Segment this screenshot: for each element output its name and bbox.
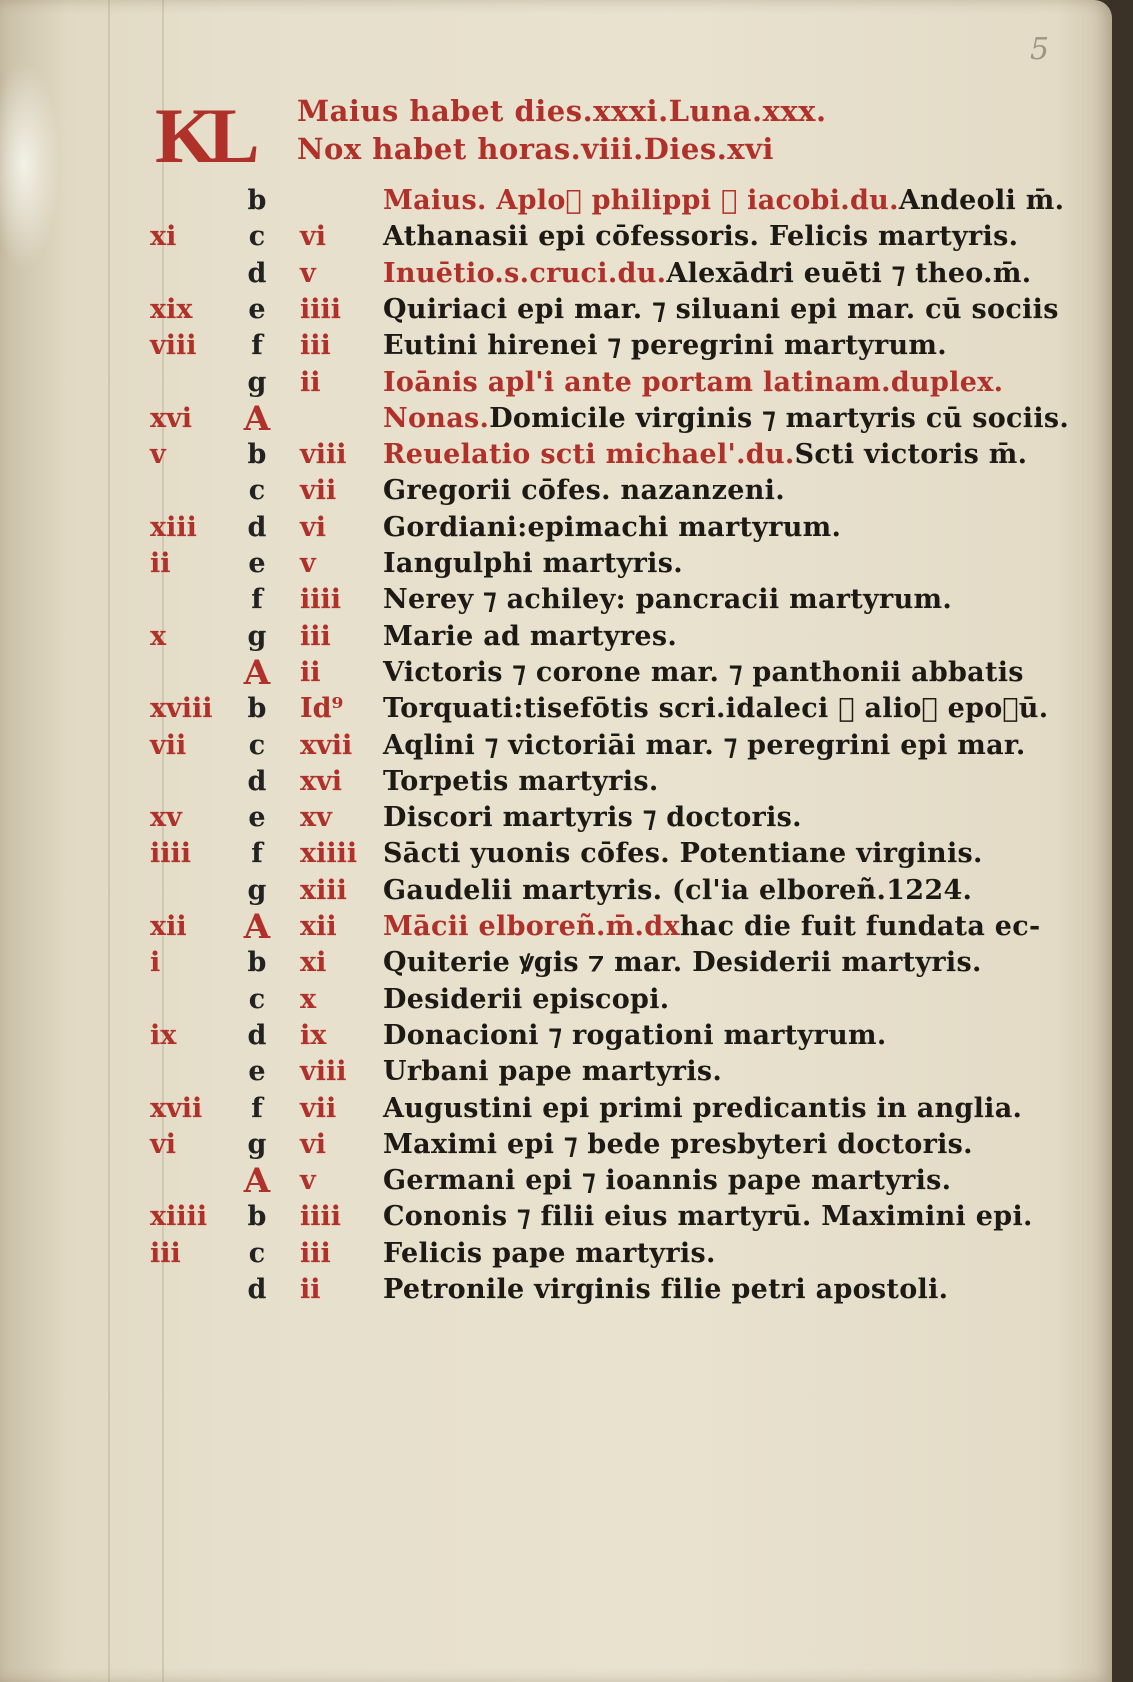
calendar-row — [0, 183, 1112, 219]
roman-day: v — [300, 548, 316, 579]
feast-text-black: Victoris ⁊ corone mar. ⁊ panthonii abbatis — [383, 656, 1024, 688]
roman-day: ii — [300, 656, 321, 688]
feast-text-black: Domicile virginis ⁊ martyris cū sociis. — [489, 402, 1070, 434]
roman-day: viii — [300, 1056, 347, 1088]
dominical-letter: b — [247, 439, 267, 471]
feast-text — [383, 473, 1063, 509]
feast-text — [383, 909, 1063, 945]
feast-text-black: Quiriaci epi mar. ⁊ siluani epi mar. cū sociis — [383, 293, 1059, 325]
calendar-row — [0, 800, 1112, 836]
dominical-letter: g — [247, 874, 267, 906]
calendar-row — [0, 510, 1112, 546]
dominical-letter: b — [247, 185, 267, 216]
feast-text — [383, 510, 1063, 546]
feast-text — [383, 982, 1063, 1018]
feast-text — [383, 619, 1063, 655]
roman-day: iiii — [300, 1201, 342, 1233]
calendar-row — [0, 764, 1112, 800]
roman-day: iiii — [300, 293, 342, 325]
calendar-row — [0, 1091, 1112, 1127]
feast-text — [383, 292, 1063, 328]
dominical-letter: d — [247, 1274, 267, 1305]
calendar-row — [0, 437, 1112, 473]
golden-number: xvi — [150, 402, 193, 434]
golden-number: v — [150, 439, 166, 471]
roman-day: vii — [300, 1092, 337, 1124]
feast-text-black: Gordiani:epimachi martyrum. — [383, 511, 842, 543]
feast-text — [383, 1054, 1063, 1090]
feast-text-rubric: Inuētio.s.cruci.du. — [383, 257, 667, 289]
feast-text — [383, 800, 1063, 836]
roman-day: Id⁹ — [300, 693, 344, 725]
feast-text — [383, 1127, 1063, 1163]
dominical-letter: A — [243, 907, 271, 947]
feast-text — [383, 691, 1063, 727]
roman-day: viii — [300, 439, 347, 471]
calendar-row — [0, 836, 1112, 872]
feast-text — [383, 836, 1063, 872]
calendar-row — [0, 256, 1112, 292]
dominical-letter: c — [248, 1237, 266, 1269]
feast-text-rubric: Maius. Aplo᷑ philippi ⁊ iacobi.du. — [383, 185, 899, 216]
roman-day: iii — [300, 620, 331, 652]
month-header — [155, 92, 1055, 178]
feast-text-black: Torquati:tisefōtis scri.idaleci ⁊ alio᷑ epo᷑ū. — [383, 693, 1049, 725]
calendar-row — [0, 945, 1112, 981]
feast-text-black: Gaudelii martyris. (cl'ia elboreñ.1224. — [383, 874, 973, 906]
feast-text-black: Gregorii cōfes. nazanzeni. — [383, 475, 785, 507]
dominical-letter: d — [247, 765, 267, 797]
kl-initials: KL — [155, 92, 252, 179]
dominical-letter: c — [248, 983, 266, 1015]
roman-day: vi — [300, 1128, 326, 1160]
calendar-row — [0, 982, 1112, 1018]
feast-text-rubric: Nonas. — [383, 402, 490, 434]
feast-text — [383, 183, 1063, 219]
feast-text-black: Donacioni ⁊ rogationi martyrum. — [383, 1019, 887, 1051]
feast-text — [383, 945, 1063, 981]
golden-number: xiii — [150, 511, 197, 543]
roman-day: x — [300, 983, 317, 1015]
calendar-row — [0, 328, 1112, 364]
feast-text-rubric: Mācii elboreñ.m̄.dx — [383, 911, 680, 942]
dominical-letter: b — [247, 693, 267, 725]
dominical-letter: d — [247, 257, 267, 289]
dominical-letter: g — [247, 366, 267, 398]
golden-number: xii — [150, 911, 187, 942]
calendar-row — [0, 1018, 1112, 1054]
calendar-row — [0, 691, 1112, 727]
feast-text — [383, 328, 1063, 364]
golden-number: xviii — [150, 693, 213, 725]
calendar-row — [0, 873, 1112, 909]
golden-number: x — [150, 620, 167, 652]
feast-text-black: Germani epi ⁊ ioannis pape martyris. — [383, 1165, 952, 1197]
golden-number: vii — [150, 729, 187, 761]
feast-text-black: Alexādri euēti ⁊ theo.m̄. — [666, 257, 1032, 289]
dominical-letter: d — [247, 511, 267, 543]
roman-day: xvii — [300, 729, 353, 761]
roman-day: v — [300, 257, 316, 289]
calendar-row — [0, 582, 1112, 618]
folio-number: 5 — [1030, 32, 1050, 67]
feast-text — [383, 873, 1063, 909]
feast-text-black: Quiterie ꝟgis ⁊ mar. Desiderii martyris. — [383, 947, 982, 979]
golden-number: xvii — [150, 1092, 203, 1124]
dominical-letter: A — [243, 1161, 271, 1202]
feast-text — [383, 256, 1063, 292]
calendar-row — [0, 1054, 1112, 1090]
feast-text-black: Marie ad martyres. — [383, 620, 678, 652]
feast-text-black: Torpetis martyris. — [383, 765, 659, 797]
feast-text-black: Nerey ⁊ achiley: pancracii martyrum. — [383, 584, 953, 616]
feast-text-black: Scti victoris m̄. — [794, 439, 1028, 471]
feast-text-black: Eutini hirenei ⁊ peregrini martyrum. — [383, 330, 947, 362]
roman-day: iiii — [300, 584, 342, 616]
dominical-letter: c — [248, 221, 266, 253]
feast-text — [383, 219, 1063, 255]
feast-text — [383, 365, 1063, 401]
dominical-letter: c — [248, 475, 266, 507]
calendar-row — [0, 365, 1112, 401]
feast-text — [383, 1091, 1063, 1127]
feast-text-black: Urbani pape martyris. — [383, 1056, 723, 1088]
feast-text-rubric: Ioānis apl'i ante portam latinam.duplex. — [383, 366, 1004, 398]
roman-day: xvi — [300, 765, 343, 797]
feast-text — [383, 437, 1063, 473]
feast-text-black: Iangulphi martyris. — [383, 548, 683, 579]
feast-text-black: Sācti yuonis cōfes. Potentiane virginis. — [383, 838, 983, 870]
dominical-letter: f — [251, 838, 263, 870]
feast-text — [383, 1018, 1063, 1054]
roman-day: iii — [300, 330, 331, 362]
calendar-row — [0, 398, 1112, 439]
feast-text — [383, 582, 1063, 618]
golden-number: i — [150, 947, 161, 979]
feast-text — [383, 1199, 1063, 1235]
roman-day: ii — [300, 1274, 321, 1305]
feast-text — [383, 401, 1070, 437]
roman-day: iii — [300, 1237, 331, 1269]
dominical-letter: e — [248, 293, 266, 325]
feast-text-black: Andeoli m̄. — [898, 185, 1065, 216]
calendar-row — [0, 546, 1112, 582]
golden-number: vi — [150, 1128, 176, 1160]
dominical-letter: f — [251, 330, 263, 362]
golden-number: viii — [150, 330, 197, 362]
golden-number: xix — [150, 293, 193, 325]
roman-day: vii — [300, 475, 337, 507]
feast-text-black: hac die fuit fundata ec- — [679, 911, 1041, 942]
dominical-letter: A — [243, 652, 271, 693]
feast-text-black: Cononis ⁊ filii eius martyrū. Maximini epi. — [383, 1201, 1033, 1233]
calendar-row — [0, 219, 1112, 255]
golden-number: xi — [150, 221, 177, 253]
roman-day: xii — [300, 911, 337, 942]
feast-text — [383, 728, 1063, 764]
dominical-letter: A — [243, 398, 271, 439]
calendar-row — [0, 1161, 1112, 1202]
calendar-row — [0, 292, 1112, 328]
dominical-letter: b — [247, 947, 267, 979]
dominical-letter: e — [248, 548, 266, 579]
feast-text-black: Felicis pape martyris. — [383, 1237, 716, 1269]
roman-day: ix — [300, 1019, 327, 1051]
calendar-row — [0, 1236, 1112, 1272]
roman-day: xiii — [300, 874, 347, 906]
feast-text — [383, 1236, 1063, 1272]
dominical-letter: d — [247, 1019, 267, 1051]
golden-number: ii — [150, 548, 171, 579]
feast-text — [383, 1163, 1063, 1199]
dominical-letter: f — [251, 584, 263, 616]
dominical-letter: g — [247, 1128, 267, 1160]
feast-text — [383, 764, 1063, 800]
calendar-row — [0, 1127, 1112, 1163]
dominical-letter: b — [247, 1201, 267, 1233]
calendar-row — [0, 728, 1112, 764]
header-line-1: Maius habet dies.xxxi.Luna.xxx. — [297, 94, 827, 128]
roman-day: xi — [300, 947, 327, 979]
dominical-letter: e — [248, 802, 266, 834]
feast-text-black: Aqlini ⁊ victoriāi mar. ⁊ peregrini epi mar. — [383, 729, 1026, 761]
feast-text-black: Augustini epi primi predicantis in anglia. — [383, 1092, 1023, 1124]
feast-text — [383, 655, 1063, 691]
calendar-row — [0, 1272, 1112, 1308]
dominical-letter: f — [251, 1092, 263, 1124]
feast-text — [383, 546, 1063, 582]
feast-text-black: Maximi epi ⁊ bede presbyteri doctoris. — [383, 1128, 973, 1160]
feast-text — [383, 1272, 1063, 1308]
golden-number: xv — [150, 802, 182, 834]
calendar-row — [0, 909, 1112, 945]
header-line-2: Nox habet horas.viii.Dies.xvi — [297, 132, 774, 166]
feast-text-black: Desiderii episcopi. — [383, 983, 670, 1015]
feast-text-black: Discori martyris ⁊ doctoris. — [383, 802, 802, 834]
golden-number: iiii — [150, 838, 192, 870]
feast-text-black: Petronile virginis filie petri apostoli. — [383, 1274, 949, 1305]
dominical-letter: c — [248, 729, 266, 761]
roman-day: xv — [300, 802, 332, 834]
roman-day: v — [300, 1165, 316, 1197]
calendar-row — [0, 1199, 1112, 1235]
roman-day: xiiii — [300, 838, 358, 870]
golden-number: iii — [150, 1237, 181, 1269]
dominical-letter: g — [247, 620, 267, 652]
golden-number: xiiii — [150, 1201, 208, 1233]
roman-day: vi — [300, 511, 326, 543]
feast-text-black: Athanasii epi cōfessoris. Felicis martyris. — [383, 221, 1019, 253]
calendar-row — [0, 619, 1112, 655]
roman-day: ii — [300, 366, 321, 398]
calendar-row — [0, 652, 1112, 693]
golden-number: ix — [150, 1019, 177, 1051]
feast-text-rubric: Reuelatio scti michael'.du. — [383, 439, 795, 471]
calendar-row — [0, 473, 1112, 509]
dominical-letter: e — [248, 1056, 266, 1088]
roman-day: vi — [300, 221, 326, 253]
